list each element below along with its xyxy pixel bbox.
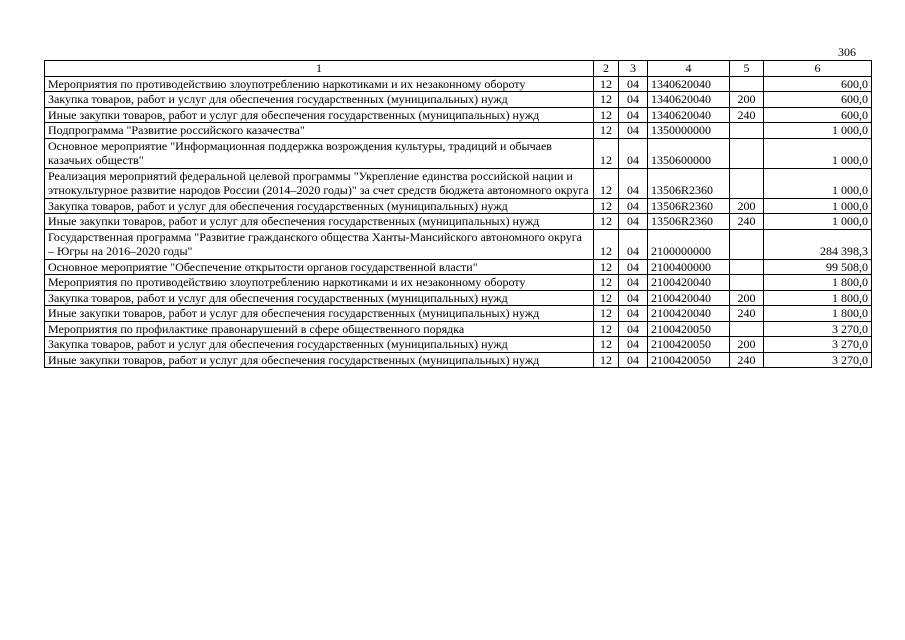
amount-cell: 1 000,0 (764, 168, 872, 198)
column-header: 6 (764, 61, 872, 77)
table-row (45, 275, 872, 291)
row-name-cell: Подпрограмма "Развитие российского казачества" (45, 123, 594, 139)
section-code-cell: 12 (594, 168, 619, 198)
expense-type-cell (730, 76, 764, 92)
expense-type-cell: 240 (730, 306, 764, 322)
expense-type-cell (730, 229, 764, 259)
table-row (45, 138, 872, 168)
amount-cell: 1 000,0 (764, 123, 872, 139)
target-article-cell: 2100420040 (648, 275, 730, 291)
amount-cell: 1 000,0 (764, 138, 872, 168)
section-code-cell: 12 (594, 259, 619, 275)
row-name-cell: Иные закупки товаров, работ и услуг для обеспечения государственных (муниципальных) нужд (45, 214, 594, 230)
row-name-cell: Мероприятия по противодействию злоупотреблению наркотиками и их незаконному обороту (45, 275, 594, 291)
column-header: 3 (619, 61, 648, 77)
subsection-code-cell: 04 (619, 168, 648, 198)
row-name-cell: Закупка товаров, работ и услуг для обеспечения государственных (муниципальных) нужд (45, 92, 594, 108)
table-row (45, 123, 872, 139)
section-code-cell: 12 (594, 352, 619, 368)
target-article-cell: 2100420050 (648, 337, 730, 353)
section-code-cell: 12 (594, 337, 619, 353)
amount-cell: 600,0 (764, 107, 872, 123)
subsection-code-cell: 04 (619, 214, 648, 230)
amount-cell: 284 398,3 (764, 229, 872, 259)
section-code-cell: 12 (594, 214, 619, 230)
expense-type-cell: 200 (730, 290, 764, 306)
target-article-cell: 13506R2360 (648, 198, 730, 214)
table-row (45, 168, 872, 198)
subsection-code-cell: 04 (619, 123, 648, 139)
section-code-cell: 12 (594, 321, 619, 337)
target-article-cell: 2100420050 (648, 321, 730, 337)
subsection-code-cell: 04 (619, 337, 648, 353)
expense-type-cell: 240 (730, 352, 764, 368)
section-code-cell: 12 (594, 107, 619, 123)
row-name-cell: Закупка товаров, работ и услуг для обеспечения государственных (муниципальных) нужд (45, 337, 594, 353)
expense-type-cell: 240 (730, 107, 764, 123)
amount-cell: 600,0 (764, 92, 872, 108)
row-name-cell: Иные закупки товаров, работ и услуг для обеспечения государственных (муниципальных) нужд (45, 107, 594, 123)
column-header: 4 (648, 61, 730, 77)
target-article-cell: 1340620040 (648, 107, 730, 123)
section-code-cell: 12 (594, 290, 619, 306)
table-row (45, 352, 872, 368)
subsection-code-cell: 04 (619, 198, 648, 214)
subsection-code-cell: 04 (619, 229, 648, 259)
table-row (45, 76, 872, 92)
table-row (45, 198, 872, 214)
expense-type-cell: 200 (730, 337, 764, 353)
amount-cell: 3 270,0 (764, 337, 872, 353)
section-code-cell: 12 (594, 275, 619, 291)
amount-cell: 600,0 (764, 76, 872, 92)
subsection-code-cell: 04 (619, 138, 648, 168)
target-article-cell: 2100420040 (648, 306, 730, 322)
row-name-cell: Иные закупки товаров, работ и услуг для обеспечения государственных (муниципальных) нужд (45, 352, 594, 368)
amount-cell: 1 000,0 (764, 214, 872, 230)
row-name-cell: Основное мероприятие "Информационная поддержка возрождения культуры, традиций и обычаев казачьих обществ" (45, 138, 594, 168)
table-row (45, 290, 872, 306)
amount-cell: 1 800,0 (764, 275, 872, 291)
target-article-cell: 13506R2360 (648, 214, 730, 230)
subsection-code-cell: 04 (619, 107, 648, 123)
section-code-cell: 12 (594, 138, 619, 168)
row-name-cell: Иные закупки товаров, работ и услуг для обеспечения государственных (муниципальных) нужд (45, 306, 594, 322)
target-article-cell: 1350000000 (648, 123, 730, 139)
amount-cell: 1 000,0 (764, 198, 872, 214)
amount-cell: 3 270,0 (764, 321, 872, 337)
subsection-code-cell: 04 (619, 306, 648, 322)
page-number: 306 (838, 45, 856, 59)
table-header-row (45, 61, 872, 77)
expense-type-cell: 240 (730, 214, 764, 230)
column-header: 2 (594, 61, 619, 77)
target-article-cell: 1350600000 (648, 138, 730, 168)
expense-type-cell (730, 168, 764, 198)
amount-cell: 1 800,0 (764, 306, 872, 322)
target-article-cell: 2100000000 (648, 229, 730, 259)
target-article-cell: 2100420050 (648, 352, 730, 368)
row-name-cell: Закупка товаров, работ и услуг для обеспечения государственных (муниципальных) нужд (45, 290, 594, 306)
amount-cell: 1 800,0 (764, 290, 872, 306)
subsection-code-cell: 04 (619, 352, 648, 368)
expense-type-cell: 200 (730, 92, 764, 108)
amount-cell: 99 508,0 (764, 259, 872, 275)
target-article-cell: 2100400000 (648, 259, 730, 275)
section-code-cell: 12 (594, 306, 619, 322)
expense-type-cell (730, 321, 764, 337)
budget-table (44, 60, 872, 368)
table-row (45, 92, 872, 108)
section-code-cell: 12 (594, 123, 619, 139)
subsection-code-cell: 04 (619, 275, 648, 291)
section-code-cell: 12 (594, 198, 619, 214)
row-name-cell: Реализация мероприятий федеральной целевой программы "Укрепление единства российской нации и этнокультурное развитие народов России (2014–2020 годы)" за счет средств бюджета автономного округа (45, 168, 594, 198)
row-name-cell: Основное мероприятие "Обеспечение открытости органов государственной власти" (45, 259, 594, 275)
table-row (45, 306, 872, 322)
expense-type-cell (730, 259, 764, 275)
target-article-cell: 2100420040 (648, 290, 730, 306)
expense-type-cell (730, 275, 764, 291)
row-name-cell: Закупка товаров, работ и услуг для обеспечения государственных (муниципальных) нужд (45, 198, 594, 214)
table-row (45, 337, 872, 353)
row-name-cell: Государственная программа "Развитие гражданского общества Ханты-Мансийского автономного округа – Югры на 2016–2020 годы" (45, 229, 594, 259)
table-row (45, 229, 872, 259)
subsection-code-cell: 04 (619, 92, 648, 108)
subsection-code-cell: 04 (619, 321, 648, 337)
section-code-cell: 12 (594, 92, 619, 108)
row-name-cell: Мероприятия по противодействию злоупотреблению наркотиками и их незаконному обороту (45, 76, 594, 92)
table-row (45, 259, 872, 275)
table-row (45, 321, 872, 337)
section-code-cell: 12 (594, 229, 619, 259)
subsection-code-cell: 04 (619, 76, 648, 92)
expense-type-cell (730, 138, 764, 168)
subsection-code-cell: 04 (619, 259, 648, 275)
target-article-cell: 1340620040 (648, 92, 730, 108)
table-row (45, 214, 872, 230)
column-header: 5 (730, 61, 764, 77)
table-row (45, 107, 872, 123)
target-article-cell: 1340620040 (648, 76, 730, 92)
section-code-cell: 12 (594, 76, 619, 92)
column-header: 1 (45, 61, 594, 77)
row-name-cell: Мероприятия по профилактике правонарушений в сфере общественного порядка (45, 321, 594, 337)
amount-cell: 3 270,0 (764, 352, 872, 368)
subsection-code-cell: 04 (619, 290, 648, 306)
expense-type-cell: 200 (730, 198, 764, 214)
expense-type-cell (730, 123, 764, 139)
target-article-cell: 13506R2360 (648, 168, 730, 198)
